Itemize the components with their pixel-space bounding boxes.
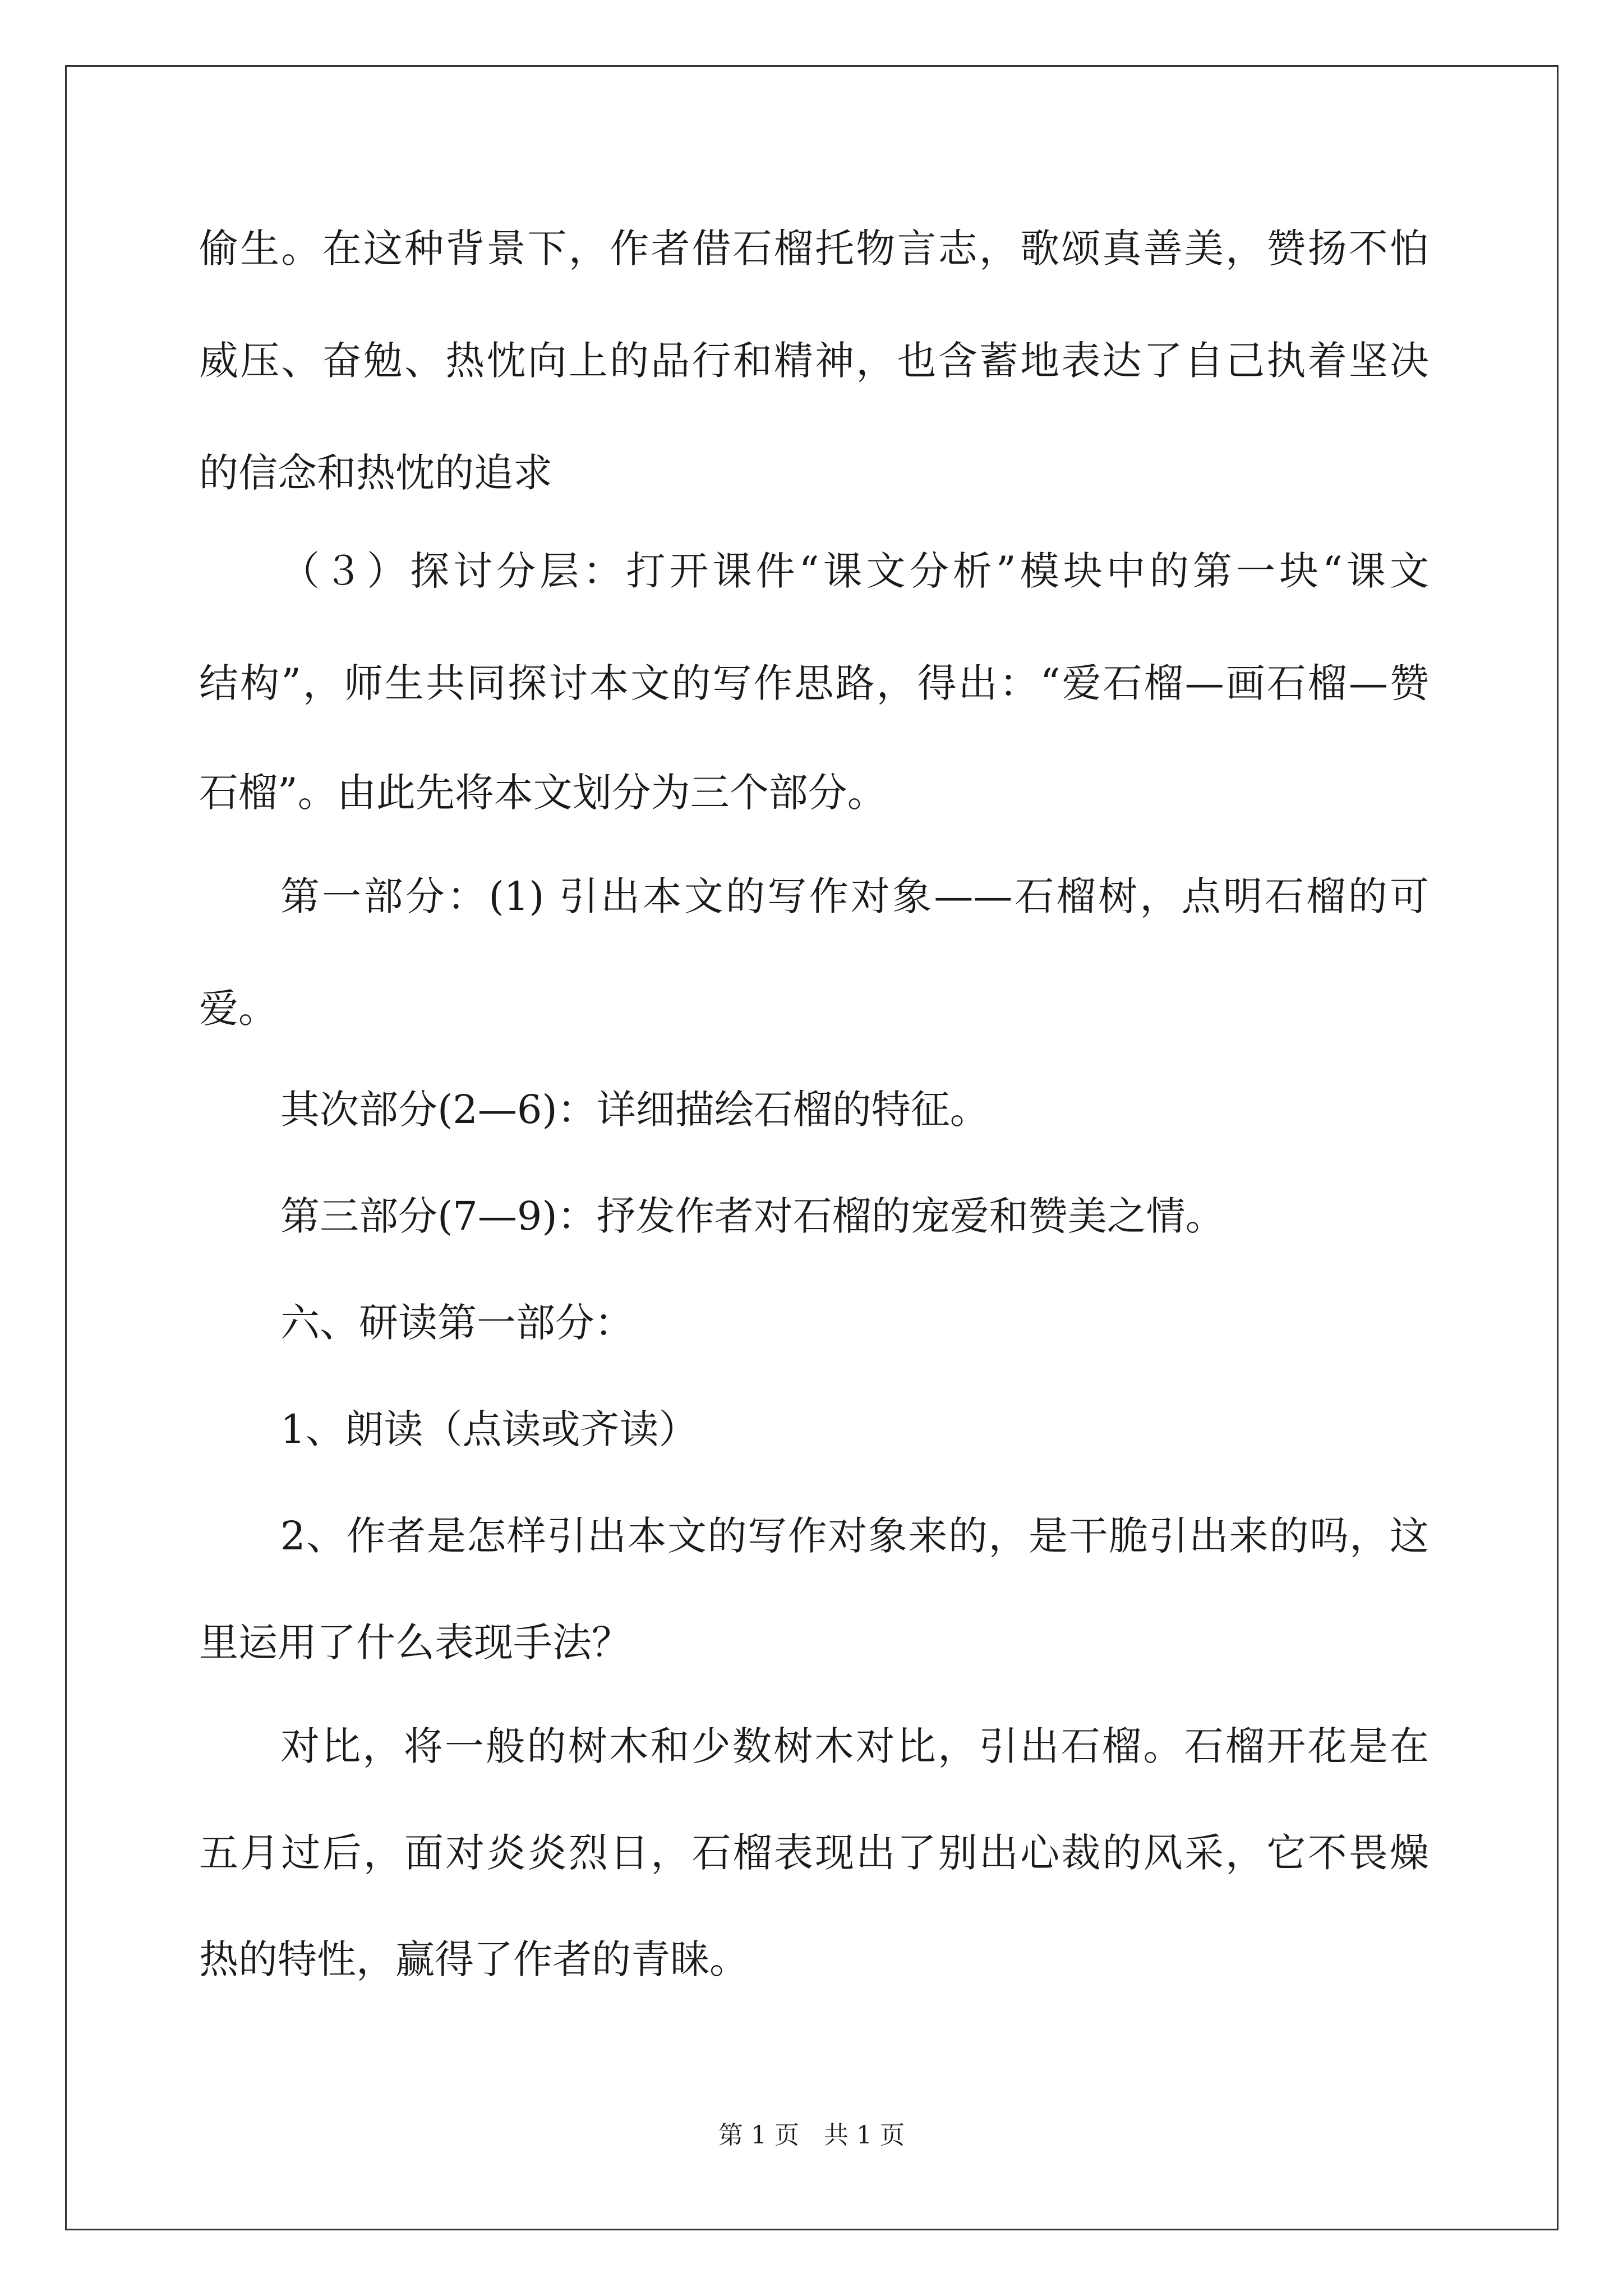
text-line-14: 里运用了什么表现手法？ bbox=[199, 1619, 631, 1665]
text-line-11: 六、研读第一部分： bbox=[280, 1300, 634, 1346]
text-line-15: 对比，将一般的树木和少数树木对比，引出石榴。石榴开花是在 bbox=[280, 1723, 1429, 1769]
page-border bbox=[65, 65, 1559, 2230]
text-line-5: 结构”，师生共同探讨本文的写作思路，得出：“爱石榴—画石榴—赞 bbox=[199, 660, 1429, 706]
text-line-16: 五月过后，面对炎炎烈日，石榴表现出了别出心裁的风采，它不畏燥 bbox=[199, 1830, 1429, 1876]
text-line-2: 威压、奋勉、热忱向上的品行和精神，也含蓄地表达了自己执着坚决 bbox=[199, 338, 1429, 384]
text-line-10: 第三部分(7—9)：抒发作者对石榴的宠爱和赞美之情。 bbox=[280, 1193, 1225, 1239]
text-line-12: 1、朗读（点读或齐读） bbox=[280, 1406, 698, 1452]
text-line-13: 2、作者是怎样引出本文的写作对象来的，是干脆引出来的吗，这 bbox=[280, 1513, 1429, 1559]
text-line-7: 第一部分：(1) 引出本文的写作对象——石榴树，点明石榴的可 bbox=[280, 873, 1429, 919]
text-line-1: 偷生。在这种背景下，作者借石榴托物言志，歌颂真善美，赞扬不怕 bbox=[199, 226, 1429, 272]
text-line-17: 热的特性，赢得了作者的青睐。 bbox=[199, 1936, 749, 1982]
text-line-8: 爱。 bbox=[199, 986, 278, 1032]
text-line-6: 石榴”。由此先将本文划分为三个部分。 bbox=[199, 770, 887, 816]
page-footer: 第 1 页 共 1 页 bbox=[718, 2121, 905, 2150]
text-line-9: 其次部分(2—6)：详细描绘石榴的特征。 bbox=[280, 1087, 989, 1133]
text-line-4: （３）探讨分层：打开课件“课文分析”模块中的第一块“课文 bbox=[280, 548, 1429, 594]
text-line-3: 的信念和热忱的追求 bbox=[199, 450, 552, 496]
